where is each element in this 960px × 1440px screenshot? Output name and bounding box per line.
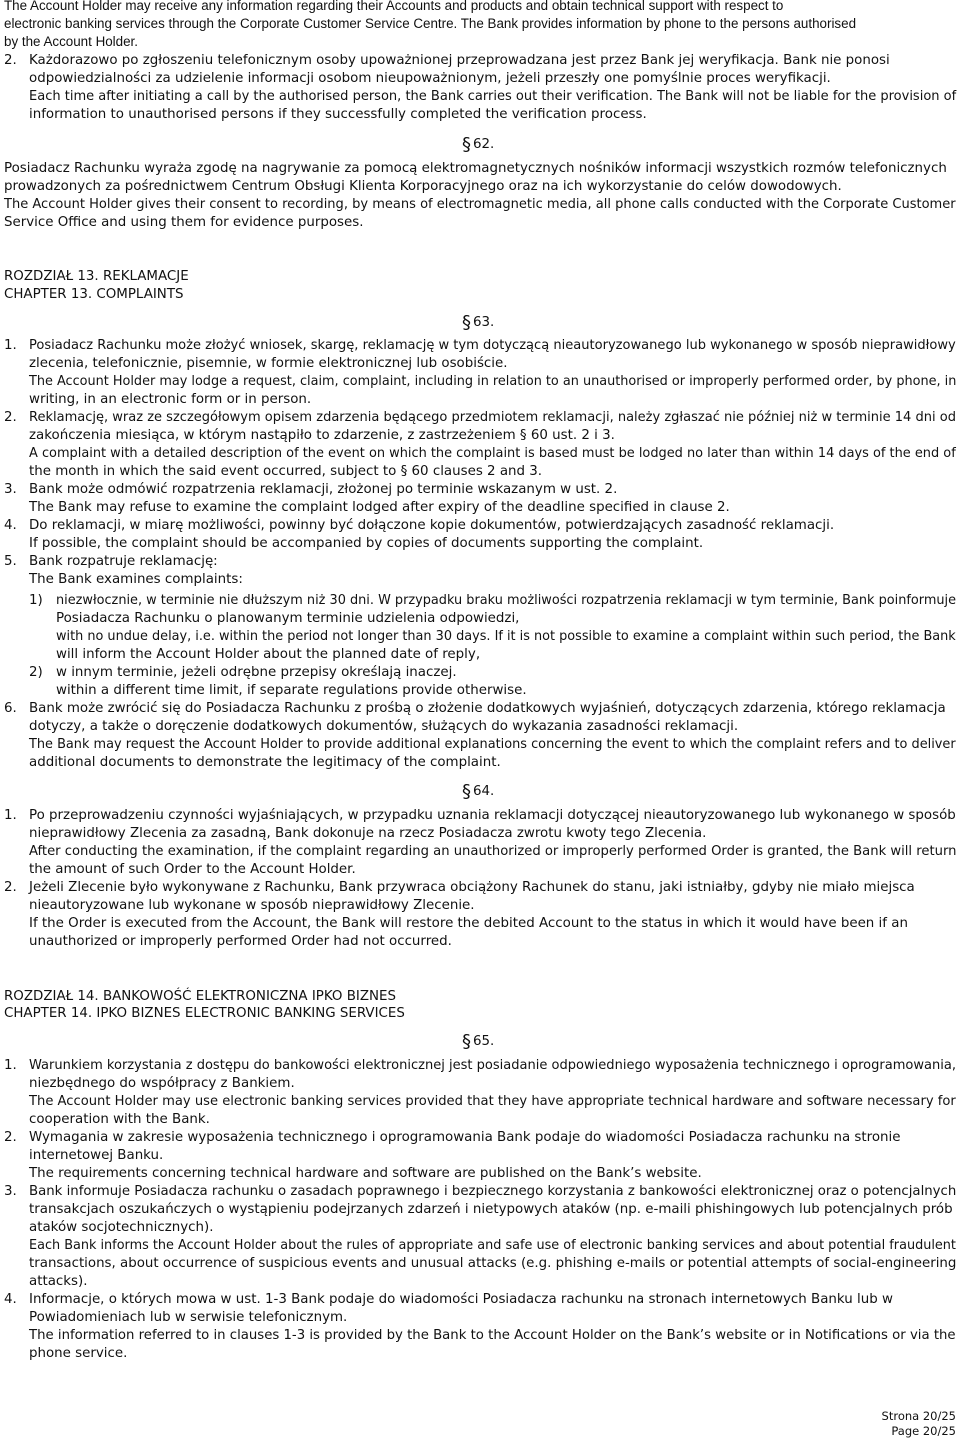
section-number: 63. — [473, 315, 495, 330]
s64-item-line: the amount of such Order to the Account Holder. — [29, 862, 356, 877]
s62-line: The Account Holder gives their consent to recording, by means of electromagnetic media, all phone calls conducted with the Corporate Customer — [4, 197, 956, 212]
s65-item-line: Wymagania w zakresie wyposażenia technicznego i oprogramowania Bank podaje do wiadomości Posiadacza rachunku na stronie — [29, 1130, 901, 1145]
chapter-14-title-en: CHAPTER 14. IPKO BIZNES ELECTRONIC BANKING SERVICES — [4, 1006, 405, 1021]
s63-item-line: writing, in an electronic form or in person. — [29, 392, 312, 407]
s64-item-line: unauthorized or improperly performed Order had not occurred. — [29, 934, 452, 949]
s65-item-line: phone service. — [29, 1346, 128, 1361]
s63-item-number: 3. — [4, 482, 17, 497]
s63-item-number: 6. — [4, 701, 17, 716]
s65-item-line: The information referred to in clauses 1-3 is provided by the Bank to the Account Holder on the Bank’s website or in Notifications or via the — [29, 1328, 956, 1343]
intro-line-2: electronic banking services through the Corporate Customer Service Centre. The Bank provides information by phone to the persons authorised — [4, 16, 857, 31]
s63-item-line: Bank może zwrócić się do Posiadacza Rachunku z prośbą o złożenie dodatkowych wyjaśnień, dotyczących zdarzenia, którego reklamacja — [29, 701, 946, 716]
s64-item-number: 1. — [4, 808, 17, 823]
section-number: 64. — [473, 784, 495, 799]
s65-item-line: attacks). — [29, 1274, 88, 1289]
s63-subitem-number: 1) — [29, 593, 43, 608]
s63-item-number: 1. — [4, 338, 17, 353]
s63-item-line: The Bank examines complaints: — [29, 572, 243, 587]
s63-item-line: The Account Holder may lodge a request, claim, complaint, including in relation to an unauthorised or improperly performed order, by phone, in — [29, 374, 957, 389]
s63-item-line: Bank rozpatruje reklamację: — [29, 554, 218, 569]
s63-item-number: 4. — [4, 518, 17, 533]
s65-item-number: 1. — [4, 1058, 17, 1073]
s63-subitem-line: with no undue delay, i.e. within the period not longer than 30 days. If it is not possible to examine a complaint within such period, the Bank — [56, 629, 956, 644]
section-number: 65. — [473, 1034, 495, 1049]
s65-item-number: 3. — [4, 1184, 17, 1199]
section-sign: § — [462, 134, 471, 155]
s64-item-line: After conducting the examination, if the complaint regarding an unauthorized or improperly performed Order is granted, the Bank will return — [29, 844, 957, 859]
s65-item-line: cooperation with the Bank. — [29, 1112, 210, 1127]
s63-item-line: The Bank may request the Account Holder to provide additional explanations concerning the event to which the complaint refers and to deliver — [29, 737, 956, 752]
section-number: 62. — [473, 137, 495, 152]
page-footer — [882, 1409, 956, 1439]
s63-item-line: Do reklamacji, w miarę możliwości, powinny być dołączone kopie dokumentów, potwierdzających zasadność reklamacji. — [29, 518, 835, 533]
s63-item-line: The Bank may refuse to examine the complaint lodged after expiry of the deadline specified in clause 2. — [29, 500, 730, 515]
intro-item2-line: odpowiedzialności za udzielenie informacji osobom nieupoważnionym, jeżeli przeszły one pomyślnie proces weryfikacji. — [29, 71, 831, 86]
s65-item-line: The Account Holder may use electronic banking services provided that they have appropriate technical hardware and software necessary for — [29, 1094, 956, 1109]
s62-line: Service Office and using them for evidence purposes. — [4, 215, 364, 230]
s64-item-line: If the Order is executed from the Account, the Bank will restore the debited Account to the status in which it would have been if an — [29, 916, 908, 931]
s63-item-number: 5. — [4, 554, 17, 569]
s63-item-line: If possible, the complaint should be accompanied by copies of documents supporting the complaint. — [29, 536, 704, 551]
intro-line-1: The Account Holder may receive any information regarding their Accounts and products and obtain technical support with respect to — [4, 0, 784, 13]
section-sign: § — [462, 312, 471, 333]
section-sign: § — [462, 1031, 471, 1052]
chapter-14-title-pl: ROZDZIAŁ 14. BANKOWOŚĆ ELEKTRONICZNA IPKO BIZNES — [4, 989, 397, 1004]
s63-item-line: Bank może odmówić rozpatrzenia reklamacji, złożonej po terminie wskazanym w ust. 2. — [29, 482, 618, 497]
page-number-en: Page 20/25 — [891, 1424, 956, 1438]
section-64-heading — [462, 783, 494, 801]
section-62-heading — [462, 136, 494, 154]
intro-item2-line: information to unauthorised persons if they successfully completed the verification process. — [29, 107, 647, 122]
s63-item-line: Posiadacz Rachunku może złożyć wniosek, skargę, reklamację w tym dotyczącą nieautoryzowanego lub wykonanego w sposób nieprawidłowy — [29, 338, 956, 353]
s62-line: Posiadacz Rachunku wyraża zgodę na nagrywanie za pomocą elektromagnetycznych nośników informacji wszystkich rozmów telefonicznych — [4, 161, 947, 176]
s63-subitem-line: will inform the Account Holder about the planned date of reply, — [56, 647, 481, 662]
s65-item-line: Warunkiem korzystania z dostępu do bankowości elektronicznej jest posiadanie odpowiedniego wyposażenia technicznego i oprogramowania, — [29, 1058, 957, 1073]
section-63-heading — [462, 314, 494, 332]
s65-item-line: Bank informuje Posiadacza rachunku o zasadach poprawnego i bezpiecznego korzystania z bankowości elektronicznej oraz o potencjalnych — [29, 1184, 957, 1199]
s65-item-line: transakcjach oszukańczych o wystąpieniu podejrzanych zdarzeń i nietypowych ataków (np. e-maili phishingowych lub potencjalnych prób — [29, 1202, 953, 1217]
s63-item-line: dotyczy, a także o doręczenie dodatkowych dokumentów, służących do wykazania zasadności reklamacji. — [29, 719, 739, 734]
s63-subitem-line: w innym terminie, jeżeli odrębne przepisy określają inaczej. — [56, 665, 457, 680]
s63-item-line: zlecenia, telefonicznie, pisemnie, w formie elektronicznej lub osobiście. — [29, 356, 508, 371]
s63-item-line: the month in which the said event occurred, subject to § 60 clauses 2 and 3. — [29, 464, 543, 479]
s63-item-line: zakończenia miesiąca, w którym nastąpiło to zdarzenie, z zastrzeżeniem § 60 ust. 2 i 3. — [29, 428, 615, 443]
s63-item-line: additional documents to demonstrate the legitimacy of the complaint. — [29, 755, 501, 770]
s65-item-line: niezbędnego do współpracy z Bankiem. — [29, 1076, 295, 1091]
s63-item-number: 2. — [4, 410, 17, 425]
s64-item-line: nieautoryzowane lub wykonane w sposób nieprawidłowy Zlecenie. — [29, 898, 475, 913]
s63-item-line: Reklamację, wraz ze szczegółowym opisem zdarzenia będącego przedmiotem reklamacji, należy zgłaszać nie później niż w terminie 14 dni od — [29, 410, 956, 425]
intro-item2-line: Każdorazowo po zgłoszeniu telefonicznym osoby upoważnionej przeprowadzana jest przez Bank jej weryfikacja. Bank nie ponosi — [29, 53, 890, 68]
intro-line-3: by the Account Holder. — [4, 34, 138, 49]
s63-subitem-line: niezwłocznie, w terminie nie dłuższym niż 30 dni. W przypadku braku możliwości rozpatrzenia reklamacji w tym terminie, Bank poinformuje — [56, 593, 957, 608]
chapter-13-title-en: CHAPTER 13. COMPLAINTS — [4, 287, 184, 302]
s63-subitem-line: Posiadacza Rachunku o planowanym terminie udzielenia odpowiedzi, — [56, 611, 520, 626]
s65-item-number: 4. — [4, 1292, 17, 1307]
section-65-heading — [462, 1033, 494, 1051]
intro-item2-number: 2. — [4, 53, 17, 68]
s64-item-line: Jeżeli Zlecenie było wykonywane z Rachunku, Bank przywraca obciążony Rachunek do stanu, jaki istniałby, gdyby nie miało miejsca — [29, 880, 915, 895]
section-sign: § — [462, 781, 471, 802]
s65-item-line: Each Bank informs the Account Holder about the rules of appropriate and safe use of electronic banking services and about potential fraudulent — [29, 1238, 956, 1253]
s65-item-line: ataków socjotechnicznych). — [29, 1220, 214, 1235]
s65-item-line: The requirements concerning technical hardware and software are published on the Bank’s website. — [29, 1166, 702, 1181]
chapter-13-title-pl: ROZDZIAŁ 13. REKLAMACJE — [4, 269, 189, 284]
s63-subitem-number: 2) — [29, 665, 43, 680]
s65-item-line: transactions, about occurrence of suspicious events and unusual attacks (e.g. phishing e-mails or potential attempts of social-engineering — [29, 1256, 957, 1271]
s65-item-number: 2. — [4, 1130, 17, 1145]
s62-line: prowadzonych za pośrednictwem Centrum Obsługi Klienta Korporacyjnego oraz na ich wykorzystanie do celów dowodowych. — [4, 179, 842, 194]
s64-item-line: Po przeprowadzeniu czynności wyjaśniających, w przypadku uznania reklamacji dotyczącej nieautoryzowanego lub wykonanego w sposób — [29, 808, 956, 823]
s64-item-number: 2. — [4, 880, 17, 895]
intro-item2-line: Each time after initiating a call by the authorised person, the Bank carries out their verification. The Bank will not be liable for the provision of — [29, 89, 957, 104]
s65-item-line: Powiadomieniach lub w serwisie telefonicznym. — [29, 1310, 348, 1325]
s64-item-line: nieprawidłowy Zlecenia za zasadną, Bank dokonuje na rzecz Posiadacza zwrotu kwoty tego Zlecenia. — [29, 826, 707, 841]
s65-item-line: internetowej Banku. — [29, 1148, 164, 1163]
s63-item-line: A complaint with a detailed description of the event on which the complaint is based must be lodged no later than within 14 days of the end of — [29, 446, 956, 461]
page-number-pl: Strona 20/25 — [881, 1409, 956, 1423]
s63-subitem-line: within a different time limit, if separate regulations provide otherwise. — [56, 683, 527, 698]
s65-item-line: Informacje, o których mowa w ust. 1-3 Bank podaje do wiadomości Posiadacza rachunku na stronach internetowych Banku lub w — [29, 1292, 893, 1307]
